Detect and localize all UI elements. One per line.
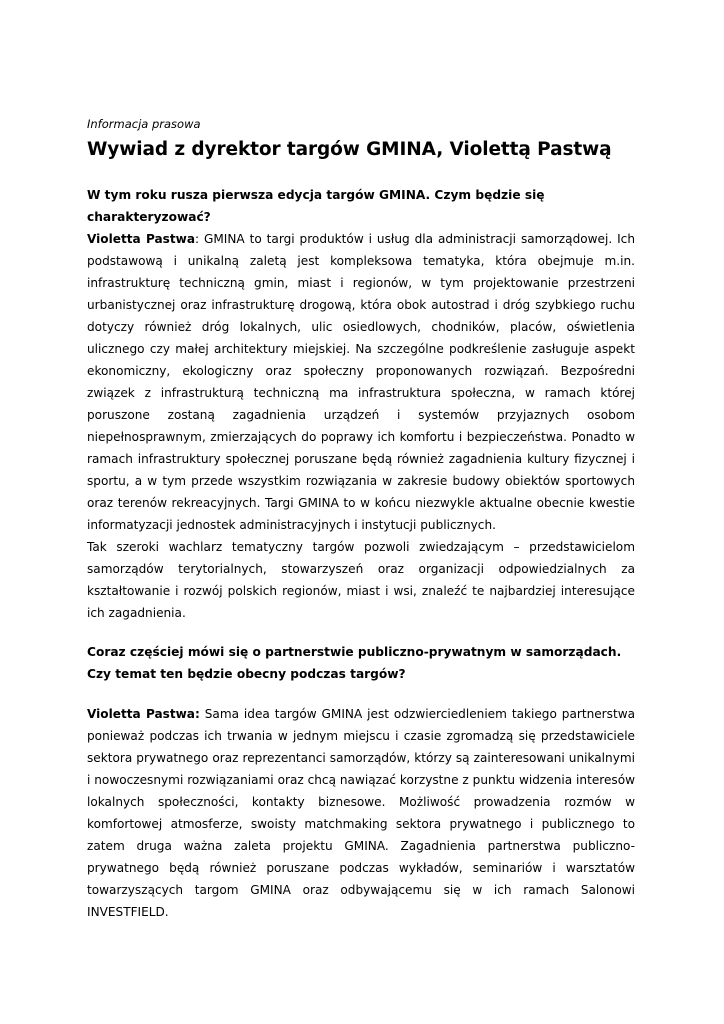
press-release-label: Informacja prasowa (87, 117, 201, 131)
answer-2-text: Sama idea targów GMINA jest odzwierciedleniem takiego partnerstwa ponieważ podczas ich trwania w jednym miejscu i czasie zgromadzą się przedstawiciele sektora prywatnego oraz reprezentanci samorządów, którzy są zainteresowani unikalnymi i nowoczesnymi rozwiązaniami oraz chcą nawiązać korzystne z punktu widzenia interesów lokalnych społeczności, kontakty biznesowe. Możliwość prowadzenia rozmów w komfortowej atmosferze, swoisty matchmaking sektora prywatnego i publicznego to zatem druga ważna zaleta projektu GMINA. Zagadnienia partnerstwa publiczno-prywatnego będą również poruszane podczas wykładów, seminariów i warsztatów towarzyszących targom GMINA oraz odbywającemu się w ich ramach Salonowi INVESTFIELD. (87, 707, 635, 919)
document-title: Wywiad z dyrektor targów GMINA, Violettą Pastwą (87, 139, 612, 160)
interview-question-2: Coraz częściej mówi się o partnerstwie publiczno-prywatnym w samorządach. Czy temat ten będzie obecny podczas targów? (87, 645, 622, 681)
answer-1-paragraph-2: Tak szeroki wachlarz tematyczny targów pozwoli zwiedzającym – przedstawicielom samorządów terytorialnych, stowarzyszeń oraz organizacji odpowiedzialnych za kształtowanie i rozwój polskich regionów, miast i wsi, znaleźć te najbardziej interesujące ich zagadnienia. (87, 540, 635, 620)
interview-question-1: W tym roku rusza pierwsza edycja targów GMINA. Czym będzie się charakteryzować? (87, 188, 545, 224)
answer-1-paragraph-1 (87, 228, 635, 536)
answer-1-text: : GMINA to targi produktów i usług dla administracji samorządowej. Ich podstawową i unikalną zaletą jest kompleksowa tematyka, która obejmuje m.in. infrastrukturę techniczną gmin, miast i regionów, w tym projektowanie przestrzeni urbanistycznej oraz infrastrukturę drogową, która obok autostrad i dróg szybkiego ruchu dotyczy również dróg lokalnych, ulic osiedlowych, chodników, placów, oświetlenia ulicznego czy małej architektury miejskiej. Na szczególne podkreślenie zasługuje aspekt ekonomiczny, ekologiczny oraz społeczny proponowanych rozwiązań. Bezpośredni związek z infrastrukturą techniczną ma infrastruktura społeczna, w ramach której poruszone zostaną zagadnienia urządzeń i systemów przyjaznych osobom niepełnosprawnym, zmierzających do poprawy ich komfortu i bezpieczeństwa. Ponadto w ramach infrastruktury społecznej poruszane będą również zagadnienia kultury fizycznej i sportu, a w tym przede wszystkim rozwiązania w zakresie budowy obiektów sportowych oraz terenów rekreacyjnych. Targi GMINA to w końcu niezwykle aktualne obecnie kwestie informatyzacji jednostek administracyjnych i instytucji publicznych. (87, 232, 635, 532)
speaker-name: Violetta Pastwa: (87, 707, 200, 721)
document-body (87, 115, 635, 923)
speaker-name: Violetta Pastwa (87, 232, 195, 246)
answer-2-paragraph (87, 703, 635, 923)
